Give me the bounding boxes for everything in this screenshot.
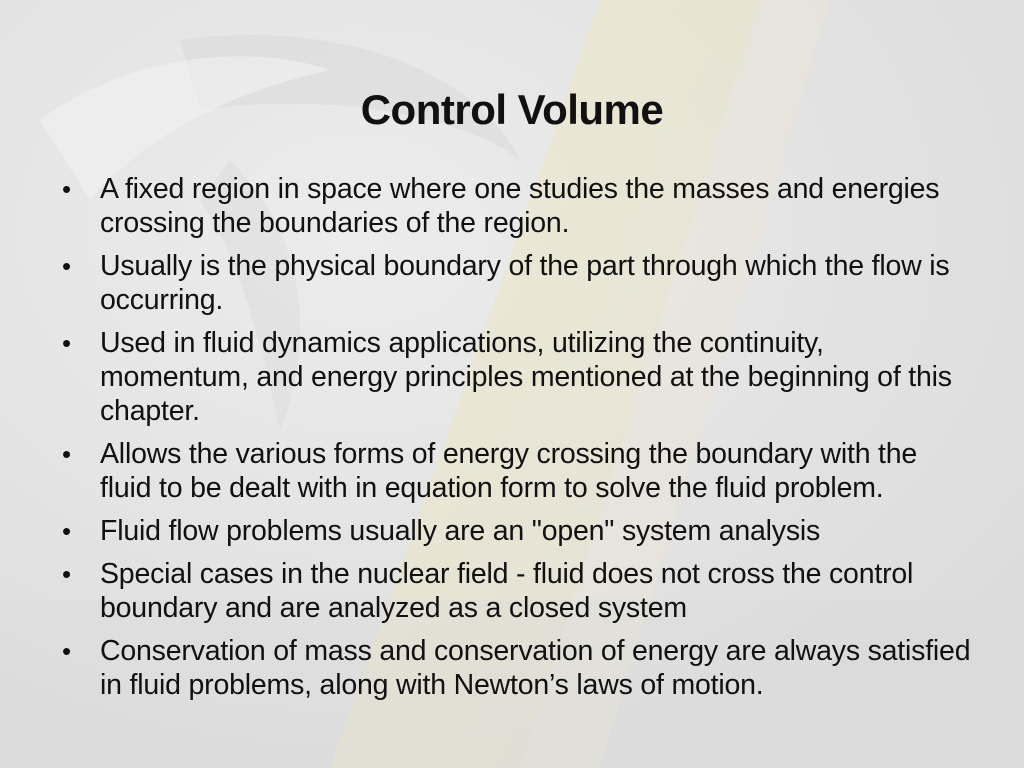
- bullet-item: [62, 437, 972, 505]
- bullet-marker: •: [62, 251, 71, 281]
- bullet-text: Allows the various forms of energy crossing the boundary with the fluid to be dealt with in equation form to solve the fluid problem.: [100, 438, 918, 504]
- bullet-item: [62, 249, 972, 317]
- bullet-text: Special cases in the nuclear field - fluid does not cross the control boundary and are analyzed as a closed system: [100, 558, 914, 624]
- bullet-marker: •: [62, 174, 71, 204]
- bullet-text: Used in fluid dynamics applications, utilizing the continuity, momentum, and energy principles mentioned at the beginning of this chapter.: [100, 327, 952, 427]
- bullet-text: Usually is the physical boundary of the part through which the flow is occurring.: [100, 250, 950, 316]
- bullet-marker: •: [62, 559, 71, 589]
- bullet-item: [62, 514, 972, 548]
- bullet-item: [62, 326, 972, 428]
- bullet-text: Fluid flow problems usually are an "open" system analysis: [100, 515, 821, 547]
- bullet-marker: •: [62, 636, 71, 666]
- bullet-marker: •: [62, 328, 71, 358]
- bullet-item: [62, 172, 972, 240]
- slide-title: Control Volume: [360, 86, 664, 133]
- bullet-item: [62, 634, 972, 702]
- bullet-marker: •: [62, 516, 71, 546]
- bullet-marker: •: [62, 439, 71, 469]
- bullet-item: [62, 557, 972, 625]
- bullet-list: [62, 172, 972, 711]
- bullet-text: Conservation of mass and conservation of energy are always satisfied in fluid problems, along with Newton’s laws of motion.: [100, 635, 971, 701]
- bullet-text: A fixed region in space where one studies the masses and energies crossing the boundaries of the region.: [100, 173, 940, 239]
